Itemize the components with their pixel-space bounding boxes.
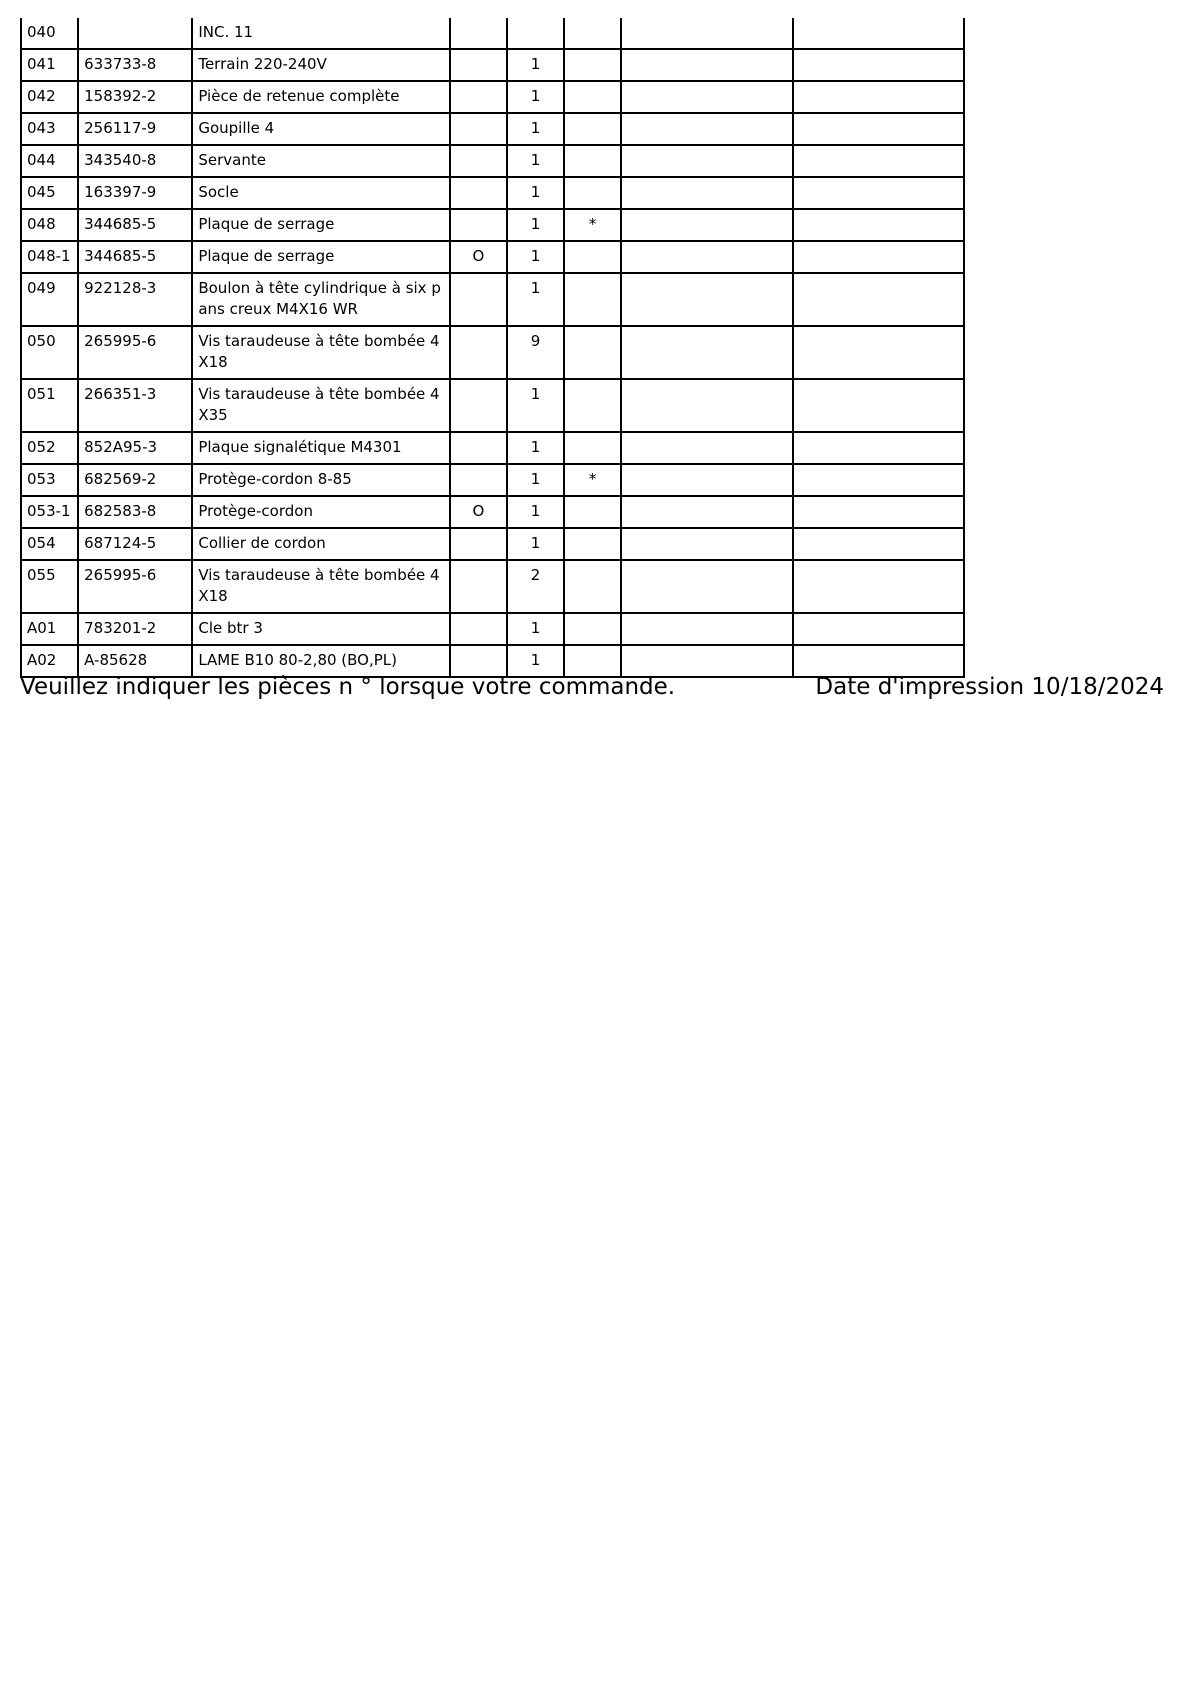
- quantity-cell: 1: [507, 379, 564, 432]
- option-cell: [450, 560, 507, 613]
- option-cell: [450, 273, 507, 326]
- quantity-cell: 1: [507, 645, 564, 677]
- description-cell: Socle: [192, 177, 450, 209]
- blank-cell: [621, 241, 792, 273]
- item-number-cell: 053: [21, 464, 78, 496]
- quantity-cell: 1: [507, 496, 564, 528]
- blank-cell: [793, 241, 964, 273]
- description-cell: LAME B10 80-2,80 (BO,PL): [192, 645, 450, 677]
- mark-cell: [564, 273, 621, 326]
- quantity-cell: 1: [507, 209, 564, 241]
- table-row: [21, 613, 964, 645]
- mark-cell: [564, 528, 621, 560]
- option-cell: [450, 528, 507, 560]
- part-number-cell: 343540-8: [78, 145, 192, 177]
- parts-table: [20, 18, 965, 678]
- option-cell: [450, 177, 507, 209]
- item-number-cell: 040: [21, 18, 78, 49]
- description-cell: Vis taraudeuse à tête bombée 4X18: [192, 560, 450, 613]
- quantity-cell: 1: [507, 432, 564, 464]
- mark-cell: [564, 496, 621, 528]
- blank-cell: [793, 432, 964, 464]
- option-cell: [450, 464, 507, 496]
- blank-cell: [621, 177, 792, 209]
- option-cell: [450, 432, 507, 464]
- blank-cell: [621, 379, 792, 432]
- table-row: [21, 379, 964, 432]
- mark-cell: [564, 560, 621, 613]
- mark-cell: [564, 18, 621, 49]
- description-cell: Protège-cordon: [192, 496, 450, 528]
- quantity-cell: 1: [507, 464, 564, 496]
- description-cell: Collier de cordon: [192, 528, 450, 560]
- item-number-cell: A02: [21, 645, 78, 677]
- blank-cell: [793, 560, 964, 613]
- blank-cell: [793, 464, 964, 496]
- item-number-cell: 049: [21, 273, 78, 326]
- print-date-text: Date d'impression 10/18/2024: [815, 674, 1164, 700]
- blank-cell: [621, 273, 792, 326]
- item-number-cell: 051: [21, 379, 78, 432]
- description-cell: Goupille 4: [192, 113, 450, 145]
- table-row: [21, 209, 964, 241]
- order-instruction-text: Veuillez indiquer les pièces n ° lorsque votre commande.: [20, 674, 676, 700]
- item-number-cell: A01: [21, 613, 78, 645]
- table-row: [21, 18, 964, 49]
- description-cell: Plaque signalétique M4301: [192, 432, 450, 464]
- blank-cell: [621, 18, 792, 49]
- part-number-cell: 266351-3: [78, 379, 192, 432]
- part-number-cell: 682569-2: [78, 464, 192, 496]
- option-cell: [450, 113, 507, 145]
- description-cell: Plaque de serrage: [192, 241, 450, 273]
- item-number-cell: 050: [21, 326, 78, 379]
- part-number-cell: 265995-6: [78, 326, 192, 379]
- mark-cell: [564, 177, 621, 209]
- table-row: [21, 273, 964, 326]
- option-cell: [450, 326, 507, 379]
- part-number-cell: 265995-6: [78, 560, 192, 613]
- description-cell: Protège-cordon 8-85: [192, 464, 450, 496]
- mark-cell: [564, 113, 621, 145]
- mark-cell: [564, 145, 621, 177]
- blank-cell: [621, 326, 792, 379]
- part-number-cell: A-85628: [78, 645, 192, 677]
- blank-cell: [621, 613, 792, 645]
- table-row: [21, 145, 964, 177]
- blank-cell: [793, 613, 964, 645]
- part-number-cell: 922128-3: [78, 273, 192, 326]
- mark-cell: [564, 81, 621, 113]
- item-number-cell: 053-1: [21, 496, 78, 528]
- option-cell: [450, 18, 507, 49]
- part-number-cell: 256117-9: [78, 113, 192, 145]
- item-number-cell: 045: [21, 177, 78, 209]
- blank-cell: [621, 81, 792, 113]
- blank-cell: [793, 49, 964, 81]
- quantity-cell: 9: [507, 326, 564, 379]
- blank-cell: [793, 145, 964, 177]
- item-number-cell: 052: [21, 432, 78, 464]
- mark-cell: [564, 241, 621, 273]
- blank-cell: [793, 113, 964, 145]
- part-number-cell: 633733-8: [78, 49, 192, 81]
- description-cell: Boulon à tête cylindrique à six pans creux M4X16 WR: [192, 273, 450, 326]
- table-row: [21, 241, 964, 273]
- table-row: [21, 81, 964, 113]
- mark-cell: [564, 326, 621, 379]
- option-cell: [450, 613, 507, 645]
- blank-cell: [621, 113, 792, 145]
- table-row: [21, 177, 964, 209]
- part-number-cell: 344685-5: [78, 241, 192, 273]
- blank-cell: [621, 432, 792, 464]
- blank-cell: [621, 209, 792, 241]
- part-number-cell: [78, 18, 192, 49]
- blank-cell: [793, 326, 964, 379]
- blank-cell: [793, 81, 964, 113]
- part-number-cell: 852A95-3: [78, 432, 192, 464]
- option-cell: [450, 145, 507, 177]
- table-row: [21, 432, 964, 464]
- option-cell: [450, 209, 507, 241]
- mark-cell: [564, 613, 621, 645]
- quantity-cell: 1: [507, 177, 564, 209]
- option-cell: O: [450, 241, 507, 273]
- item-number-cell: 055: [21, 560, 78, 613]
- part-number-cell: 158392-2: [78, 81, 192, 113]
- mark-cell: [564, 379, 621, 432]
- blank-cell: [793, 496, 964, 528]
- quantity-cell: 1: [507, 241, 564, 273]
- table-row: [21, 49, 964, 81]
- part-number-cell: 783201-2: [78, 613, 192, 645]
- quantity-cell: 1: [507, 613, 564, 645]
- mark-cell: [564, 49, 621, 81]
- blank-cell: [793, 18, 964, 49]
- item-number-cell: 048-1: [21, 241, 78, 273]
- part-number-cell: 682583-8: [78, 496, 192, 528]
- quantity-cell: 1: [507, 528, 564, 560]
- item-number-cell: 048: [21, 209, 78, 241]
- option-cell: [450, 379, 507, 432]
- part-number-cell: 344685-5: [78, 209, 192, 241]
- table-row: [21, 560, 964, 613]
- quantity-cell: 1: [507, 273, 564, 326]
- blank-cell: [621, 145, 792, 177]
- item-number-cell: 054: [21, 528, 78, 560]
- quantity-cell: 1: [507, 81, 564, 113]
- blank-cell: [621, 560, 792, 613]
- table-row: [21, 326, 964, 379]
- blank-cell: [621, 464, 792, 496]
- option-cell: [450, 49, 507, 81]
- blank-cell: [621, 528, 792, 560]
- item-number-cell: 043: [21, 113, 78, 145]
- description-cell: Vis taraudeuse à tête bombée 4X35: [192, 379, 450, 432]
- table-row: [21, 464, 964, 496]
- part-number-cell: 163397-9: [78, 177, 192, 209]
- table-row: [21, 528, 964, 560]
- option-cell: O: [450, 496, 507, 528]
- quantity-cell: 1: [507, 49, 564, 81]
- blank-cell: [793, 177, 964, 209]
- item-number-cell: 044: [21, 145, 78, 177]
- mark-cell: [564, 432, 621, 464]
- blank-cell: [793, 209, 964, 241]
- quantity-cell: 1: [507, 145, 564, 177]
- mark-cell: *: [564, 209, 621, 241]
- part-number-cell: 687124-5: [78, 528, 192, 560]
- description-cell: Vis taraudeuse à tête bombée 4X18: [192, 326, 450, 379]
- item-number-cell: 041: [21, 49, 78, 81]
- description-cell: Cle btr 3: [192, 613, 450, 645]
- blank-cell: [793, 379, 964, 432]
- blank-cell: [793, 273, 964, 326]
- table-row: [21, 496, 964, 528]
- description-cell: Plaque de serrage: [192, 209, 450, 241]
- blank-cell: [621, 49, 792, 81]
- description-cell: Pièce de retenue complète: [192, 81, 450, 113]
- description-cell: Terrain 220-240V: [192, 49, 450, 81]
- description-cell: Servante: [192, 145, 450, 177]
- table-row: [21, 113, 964, 145]
- quantity-cell: [507, 18, 564, 49]
- mark-cell: *: [564, 464, 621, 496]
- quantity-cell: 2: [507, 560, 564, 613]
- parts-table-body: [21, 18, 964, 677]
- item-number-cell: 042: [21, 81, 78, 113]
- description-cell: INC. 11: [192, 18, 450, 49]
- quantity-cell: 1: [507, 113, 564, 145]
- blank-cell: [793, 528, 964, 560]
- blank-cell: [621, 496, 792, 528]
- option-cell: [450, 81, 507, 113]
